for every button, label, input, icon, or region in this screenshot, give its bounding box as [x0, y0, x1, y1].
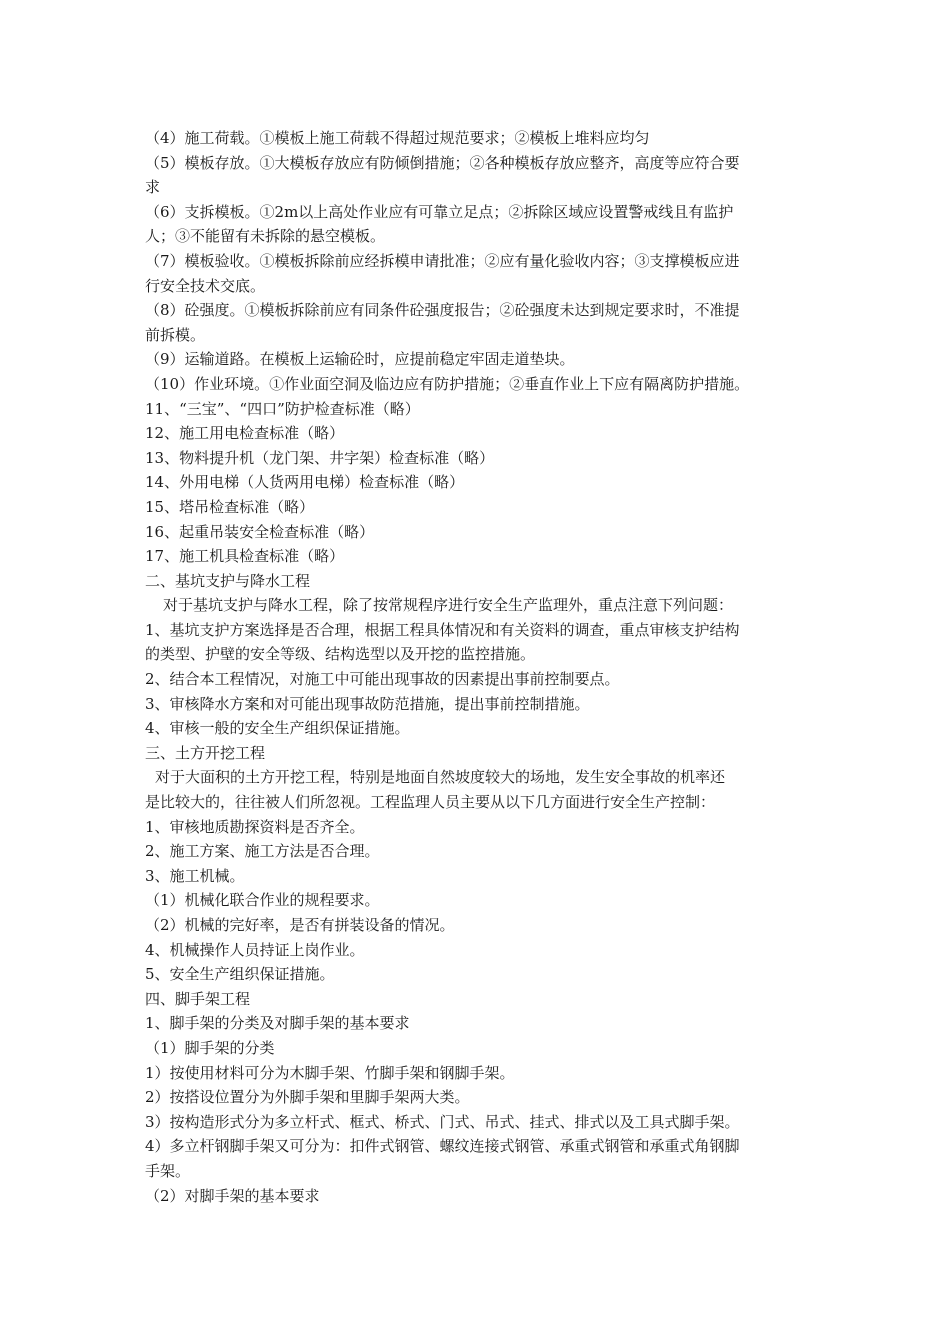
list-item: 1、审核地质勘探资料是否齐全。	[145, 817, 365, 836]
list-item: （1）机械化联合作业的规程要求。	[145, 891, 380, 910]
list-item: 4、审核一般的安全生产组织保证措施。	[145, 719, 410, 738]
list-item: 3、审核降水方案和对可能出现事故防范措施，提出事前控制措施。	[145, 694, 590, 713]
text-line: 行安全技术交底。	[145, 276, 266, 295]
paragraph-line: 对于基坑支护与降水工程，除了按常规程序进行安全生产监理外，重点注意下列问题：	[163, 596, 734, 615]
list-item: 13、物料提升机（龙门架、井字架）检查标准（略）	[145, 448, 495, 467]
text-line: （6）支拆模板。①2m以上高处作业应有可靠立足点；②拆除区域应设置警戒线且有监护	[145, 202, 734, 221]
list-item: 4）多立杆钢脚手架又可分为：扣件式钢管、螺纹连接式钢管、承重式钢管和承重式角钢脚	[145, 1137, 740, 1156]
text-line: （9）运输道路。在模板上运输砼时，应提前稳定牢固走道垫块。	[145, 350, 575, 369]
list-item: 3）按构造形式分为多立杆式、框式、桥式、门式、吊式、挂式、排式以及工具式脚手架。	[145, 1112, 740, 1131]
text-line: （10）作业环境。①作业面空洞及临边应有防护措施；②垂直作业上下应有隔离防护措施。	[145, 374, 750, 393]
list-item: 1）按使用材料可分为木脚手架、竹脚手架和钢脚手架。	[145, 1063, 515, 1082]
text-line: （8）砼强度。①模板拆除前应有同条件砼强度报告；②砼强度未达到规定要求时，不准提	[145, 301, 740, 320]
text-line: （5）模板存放。①大模板存放应有防倾倒措施；②各种模板存放应整齐，高度等应符合要	[145, 153, 740, 172]
list-item: 2）按搭设位置分为外脚手架和里脚手架两大类。	[145, 1088, 470, 1107]
text-line: 前拆模。	[145, 325, 206, 344]
section-heading: 二、基坑支护与降水工程	[145, 571, 311, 590]
list-item: 15、塔吊检查标准（略）	[145, 497, 315, 516]
list-item: 2、施工方案、施工方法是否合理。	[145, 842, 380, 861]
list-item: 17、施工机具检查标准（略）	[145, 547, 345, 566]
list-item: （2）机械的完好率，是否有拼装设备的情况。	[145, 916, 455, 934]
paragraph-line: 是比较大的，往往被人们所忽视。工程监理人员主要从以下几方面进行安全生产控制：	[145, 793, 716, 812]
list-item: 16、起重吊装安全检查标准（略）	[145, 522, 375, 541]
text-line: 的类型、护壁的安全等级、结构选型以及开挖的监控措施。	[145, 645, 536, 664]
list-item: 4、机械操作人员持证上岗作业。	[145, 940, 365, 959]
list-item: 14、外用电梯（人货两用电梯）检查标准（略）	[145, 473, 465, 492]
text-line: （4）施工荷载。①模板上施工荷载不得超过规范要求；②模板上堆料应均匀	[145, 129, 650, 147]
list-item: 1、脚手架的分类及对脚手架的基本要求	[145, 1014, 410, 1033]
document-page	[145, 126, 810, 1208]
list-item: （2）对脚手架的基本要求	[145, 1186, 320, 1205]
list-item: （1）脚手架的分类	[145, 1038, 275, 1057]
list-item: 11、“三宝”、“四口”防护检查标准（略）	[145, 399, 420, 418]
list-item: 12、施工用电检查标准（略）	[145, 424, 345, 443]
list-item: 5、安全生产组织保证措施。	[145, 965, 335, 984]
list-item: 1、基坑支护方案选择是否合理，根据工程具体情况和有关资料的调查，重点审核支护结构	[145, 620, 740, 639]
paragraph-line: 对于大面积的土方开挖工程，特别是地面自然坡度较大的场地，发生安全事故的机率还	[155, 768, 726, 787]
text-line: （7）模板验收。①模板拆除前应经拆模申请批准；②应有量化验收内容；③支撑模板应进	[145, 251, 740, 270]
section-heading: 四、脚手架工程	[145, 989, 251, 1008]
text-line: 人；③不能留有未拆除的悬空模板。	[145, 227, 386, 246]
text-line: 求	[145, 178, 161, 197]
list-item: 2、结合本工程情况，对施工中可能出现事故的因素提出事前控制要点。	[145, 670, 620, 689]
text-line: 手架。	[145, 1161, 191, 1180]
section-heading: 三、土方开挖工程	[145, 743, 266, 762]
list-item: 3、施工机械。	[145, 866, 245, 885]
